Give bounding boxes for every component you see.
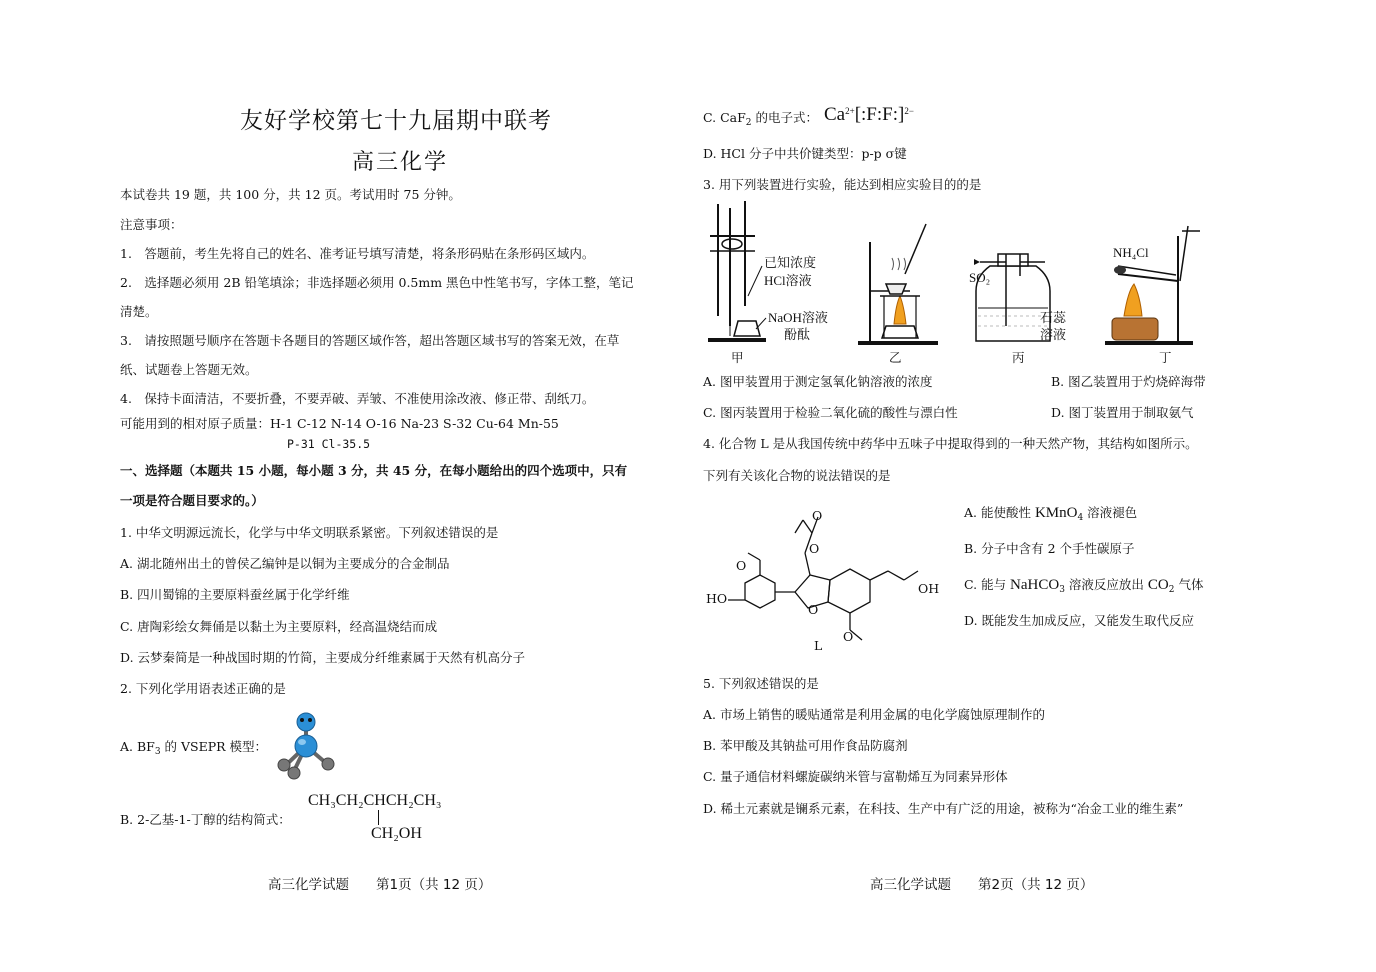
atomic-mass-line-cont: P-31 Cl-35.5 — [287, 437, 371, 451]
q2b-bond-line — [378, 810, 379, 825]
label-naoh-solution: NaOH溶液 — [768, 310, 828, 325]
label-known-conc: 已知浓度 — [764, 255, 817, 270]
ammonia-apparatus-icon — [1105, 226, 1200, 345]
q5-option-a: A. 市场上销售的暖贴通常是利用金属的电化学腐蚀原理制作的 — [703, 707, 1045, 722]
gas-washing-bottle-icon — [974, 254, 1050, 341]
titration-apparatus-icon — [708, 201, 766, 342]
page-2-footer: 高三化学试题 第2页（共 12 页） — [870, 877, 1094, 893]
compound-l-structure — [700, 505, 960, 655]
q5-option-d: D. 稀土元素就是镧系元素，在科技、生产中有广泛的用途，被称为“冶金工业的维生素” — [703, 801, 1184, 816]
q1-option-d: D. 云梦秦简是一种战国时期的竹简，主要成分纤维素属于天然有机高分子 — [120, 650, 526, 665]
q4-option-a: A. 能使酸性 KMnO$_4$ 溶液褪色 — [964, 505, 1138, 523]
crucible-apparatus-icon — [858, 224, 938, 345]
intro-text: 本试卷共 19 题，共 100 分，共 12 页。考试用时 75 分钟。 — [120, 187, 461, 202]
q5-option-b: B. 苯甲酸及其钠盐可用作食品防腐剂 — [703, 738, 908, 753]
question-2: 2. 下列化学用语表述正确的是 — [120, 681, 286, 696]
q3-option-d: D. 图丁装置用于制取氨气 — [1051, 405, 1194, 420]
q2-option-c: C. CaF$_2$ 的电子式： — [703, 110, 818, 128]
label-litmus-solution: 溶液 — [1040, 327, 1067, 342]
label-litmus: 石蕊 — [1040, 310, 1067, 325]
notice-item-2-cont: 清楚。 — [120, 304, 158, 319]
q3-option-c: C. 图丙装置用于检验二氧化硫的酸性与漂白性 — [703, 405, 958, 420]
caption-yi: 乙 — [889, 350, 902, 365]
question-5: 5. 下列叙述错误的是 — [703, 676, 819, 691]
caption-ding: 丁 — [1159, 350, 1172, 365]
exam-subtitle: 高三化学 — [352, 150, 449, 175]
atomic-mass-line: 可能用到的相对原子质量：H-1 C-12 N-14 O-16 Na-23 S-32 Cu-64 Mn-55 — [120, 416, 559, 431]
question-4-cont: 下列有关该化合物的说法错误的是 — [703, 468, 891, 483]
q2-option-a: A. $BF_3$ 的 VSEPR 模型： — [120, 739, 268, 757]
notice-item-2: 2. 选择题必须用 2B 铅笔填涂；非选择题必须用 0.5mm 黑色中性笔书写，字体工整，笔记 — [120, 275, 634, 290]
mol-o-ester: O — [809, 541, 820, 556]
q2-option-d: D. HCl 分子中共价键类型：p-p σ键 — [703, 146, 907, 161]
mol-o-methoxy: O — [736, 558, 747, 573]
q2b-formula-line1: CH₃CH₂CHCH₂CH₃ — [308, 792, 442, 809]
mol-oh-label: OH — [918, 581, 940, 596]
q1-option-b: B. 四川蜀锦的主要原料蚕丝属于化学纤维 — [120, 587, 350, 602]
question-4: 4. 化合物 L 是从我国传统中药华中五味子中提取得到的一种天然产物，其结构如图所示。 — [703, 436, 1198, 451]
bf3-vsepr-model-icon — [268, 708, 338, 782]
label-nh4cl: NH₄Cl — [1113, 245, 1149, 260]
notice-heading: 注意事项： — [120, 217, 183, 232]
question-3: 3. 用下列装置进行实验，能达到相应实验目的的是 — [703, 177, 982, 192]
q4-option-d: D. 既能发生加成反应，又能发生取代反应 — [964, 613, 1195, 628]
label-so2: SO₂ — [969, 270, 991, 285]
label-phenolphthalein: 酚酞 — [784, 327, 811, 342]
notice-item-3-cont: 纸、试题卷上答题无效。 — [120, 362, 258, 377]
caf2-electron-formula: $Ca^{2+}[:F:F:]^{2-}$ — [824, 104, 914, 125]
q2b-formula-line2: CH₂OH — [371, 825, 422, 842]
mol-o-methoxy2: O — [843, 629, 854, 644]
section-heading-cont: 一项是符合题目要求的。） — [120, 493, 264, 508]
notice-item-4: 4. 保持卡面清洁，不要折叠，不要弄破、弄皱、不准使用涂改液、修正带、刮纸刀。 — [120, 391, 595, 406]
label-hcl-solution: HCl溶液 — [764, 273, 812, 288]
q3-option-a: A. 图甲装置用于测定氢氧化钠溶液的浓度 — [703, 374, 933, 389]
mol-compound-label: L — [814, 638, 823, 653]
q1-option-c: C. 唐陶彩绘女舞俑是以黏土为主要原料，经高温烧结而成 — [120, 619, 438, 634]
q1-option-a: A. 湖北随州出土的曾侯乙编钟是以铜为主要成分的合金制品 — [120, 556, 450, 571]
q3-option-b: B. 图乙装置用于灼烧碎海带 — [1051, 374, 1206, 389]
mol-o-carbonyl: O — [812, 508, 823, 523]
q5-option-c: C. 量子通信材料螺旋碳纳米管与富勒烯互为同素异形体 — [703, 769, 1008, 784]
page-2 — [688, 0, 1376, 972]
q4-option-c: C. 能与 NaHCO$_3$ 溶液反应放出 $CO_2$ 气体 — [964, 577, 1204, 595]
mol-o-furan: O — [808, 602, 819, 617]
question-1: 1. 中华文明源远流长，化学与中华文明联系紧密。下列叙述错误的是 — [120, 525, 499, 540]
caption-bing: 丙 — [1012, 350, 1025, 365]
q4-option-b: B. 分子中含有 2 个手性碳原子 — [964, 541, 1135, 556]
notice-item-1: 1. 答题前，考生先将自己的姓名、准考证号填写清楚，将条形码贴在条形码区域内。 — [120, 246, 595, 261]
notice-item-3: 3. 请按照题号顺序在答题卡各题目的答题区域作答，超出答题区域书写的答案无效，在草 — [120, 333, 620, 348]
q2-option-b: B. 2-乙基-1-丁醇的结构简式： — [120, 812, 291, 827]
mol-ho-label: HO — [706, 591, 728, 606]
caption-jia: 甲 — [731, 350, 744, 365]
exam-title: 友好学校第七十九届期中联考 — [240, 108, 552, 134]
section-heading: 一、选择题（本题共 15 小题，每小题 3 分，共 45 分，在每小题给出的四个选项中，只有 — [120, 463, 628, 478]
page-1-footer: 高三化学试题 第1页（共 12 页） — [268, 877, 492, 893]
